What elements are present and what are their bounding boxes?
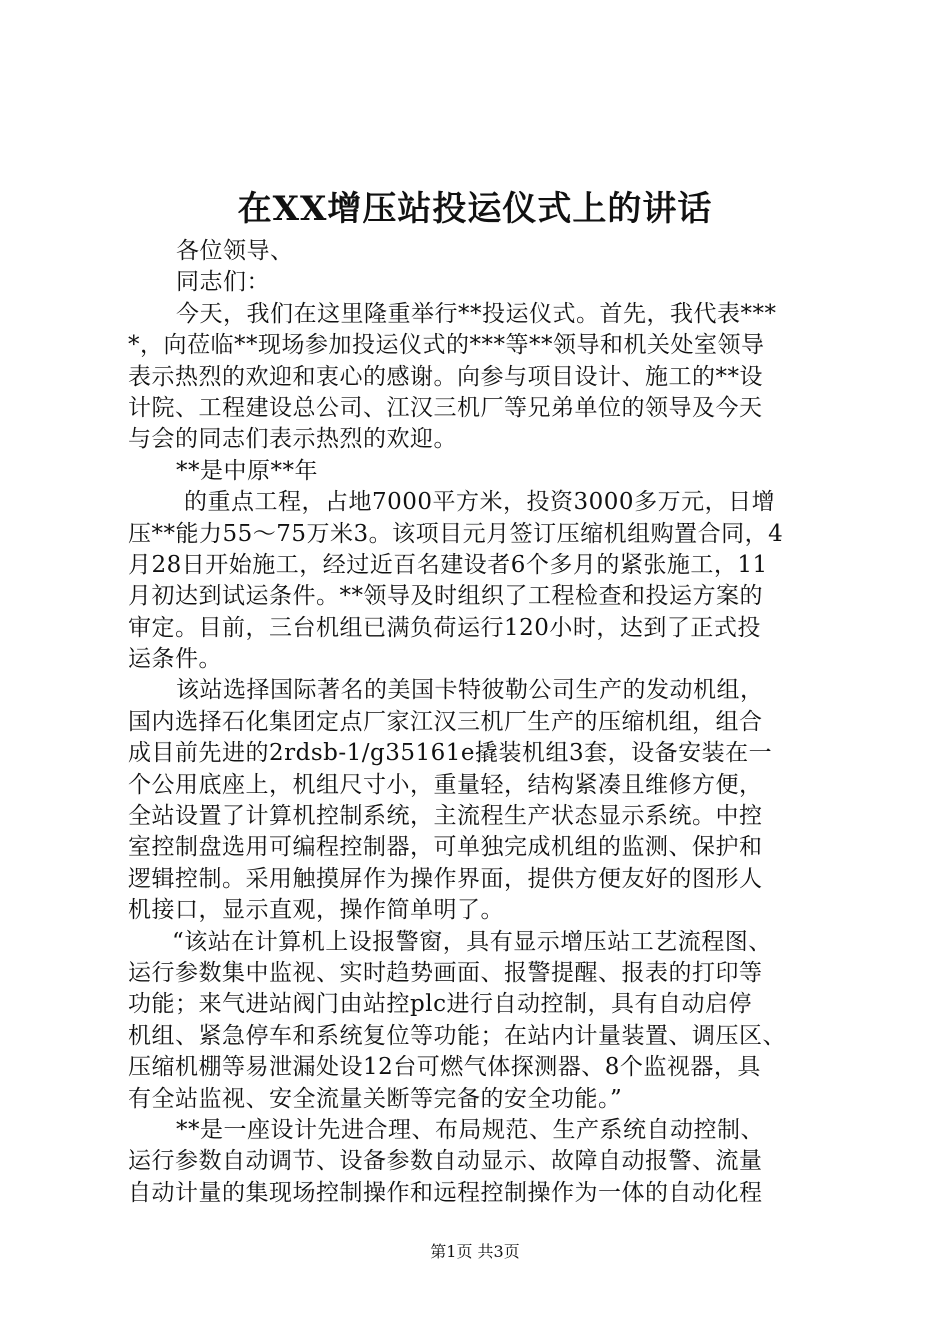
text-line: 功能；来气进站阀门由站控plc进行自动控制，具有自动启停 bbox=[128, 991, 752, 1018]
text-line: 逻辑控制。采用触摸屏作为操作界面，提供方便友好的图形人 bbox=[128, 865, 763, 892]
text-line: 个公用底座上，机组尺寸小，重量轻，结构紧凑且维修方便， bbox=[128, 771, 763, 798]
text-line: 审定。目前，三台机组已满负荷运行120小时，达到了正式投 bbox=[128, 614, 761, 641]
text-line: “该站在计算机上设报警窗，具有显示增压站工艺流程图、 bbox=[172, 928, 772, 955]
text-line: 室控制盘选用可编程控制器，可单独完成机组的监测、保护和 bbox=[128, 834, 763, 861]
text-line: 表示热烈的欢迎和衷心的感谢。向参与项目设计、施工的**设 bbox=[128, 363, 763, 390]
text-line: 计院、工程建设总公司、江汉三机厂等兄弟单位的领导及今天 bbox=[128, 394, 763, 421]
text-line: 全站设置了计算机控制系统，主流程生产状态显示系统。中控 bbox=[128, 803, 763, 830]
text-line: 的重点工程，占地7000平方米，投资3000多万元，日增 bbox=[184, 489, 776, 516]
text-line-salutation: 同志们： bbox=[176, 269, 270, 296]
text-line: 今天，我们在这里隆重举行**投运仪式。首先，我代表*** bbox=[176, 300, 777, 327]
document-title: 在XX增压站投运仪式上的讲话 bbox=[237, 189, 713, 229]
text-line: 国内选择石化集团定点厂家江汉三机厂生产的压缩机组，组合 bbox=[128, 708, 763, 735]
text-line: 压**能力55～75万米3。该项目元月签订压缩机组购置合同，4 bbox=[128, 520, 784, 547]
document-body bbox=[128, 236, 840, 1209]
text-line: 压缩机棚等易泄漏处设12台可燃气体探测器、8个监视器，具 bbox=[128, 1054, 761, 1081]
text-line: 月初达到试运条件。**领导及时组织了工程检查和投运方案的 bbox=[128, 583, 763, 610]
text-line: 该站选择国际著名的美国卡特彼勒公司生产的发动机组， bbox=[176, 677, 764, 704]
text-line: 成目前先进的2rdsb-1/g35161e撬装机组3套，设备安装在一 bbox=[128, 740, 773, 767]
text-line: 自动计量的集现场控制操作和远程控制操作为一体的自动化程 bbox=[128, 1179, 763, 1206]
text-line: **是中原**年 bbox=[176, 457, 318, 484]
text-line: 运行参数自动调节、设备参数自动显示、故障自动报警、流量 bbox=[128, 1148, 763, 1175]
text-line: 与会的同志们表示热烈的欢迎。 bbox=[128, 426, 457, 453]
text-line: 机组、紧急停车和系统复位等功能；在站内计量装置、调压区、 bbox=[128, 1022, 786, 1049]
text-line: **是一座设计先进合理、布局规范、生产系统自动控制、 bbox=[176, 1116, 764, 1143]
text-line-salutation: 各位领导、 bbox=[176, 238, 294, 264]
text-line: 运条件。 bbox=[128, 646, 222, 673]
text-line: 运行参数集中监视、实时趋势画面、报警提醒、报表的打印等 bbox=[128, 959, 763, 986]
text-line: 机接口，显示直观，操作简单明了。 bbox=[128, 897, 504, 924]
text-line: *，向莅临**现场参加投运仪式的***等**领导和机关处室领导 bbox=[128, 332, 765, 359]
text-line: 月28日开始施工，经过近百名建设者6个多月的紧张施工，11 bbox=[128, 551, 768, 578]
text-line: 有全站监视、安全流量关断等完备的安全功能。” bbox=[128, 1085, 623, 1112]
page-number-footer: 第1页 共3页 bbox=[430, 1242, 520, 1261]
